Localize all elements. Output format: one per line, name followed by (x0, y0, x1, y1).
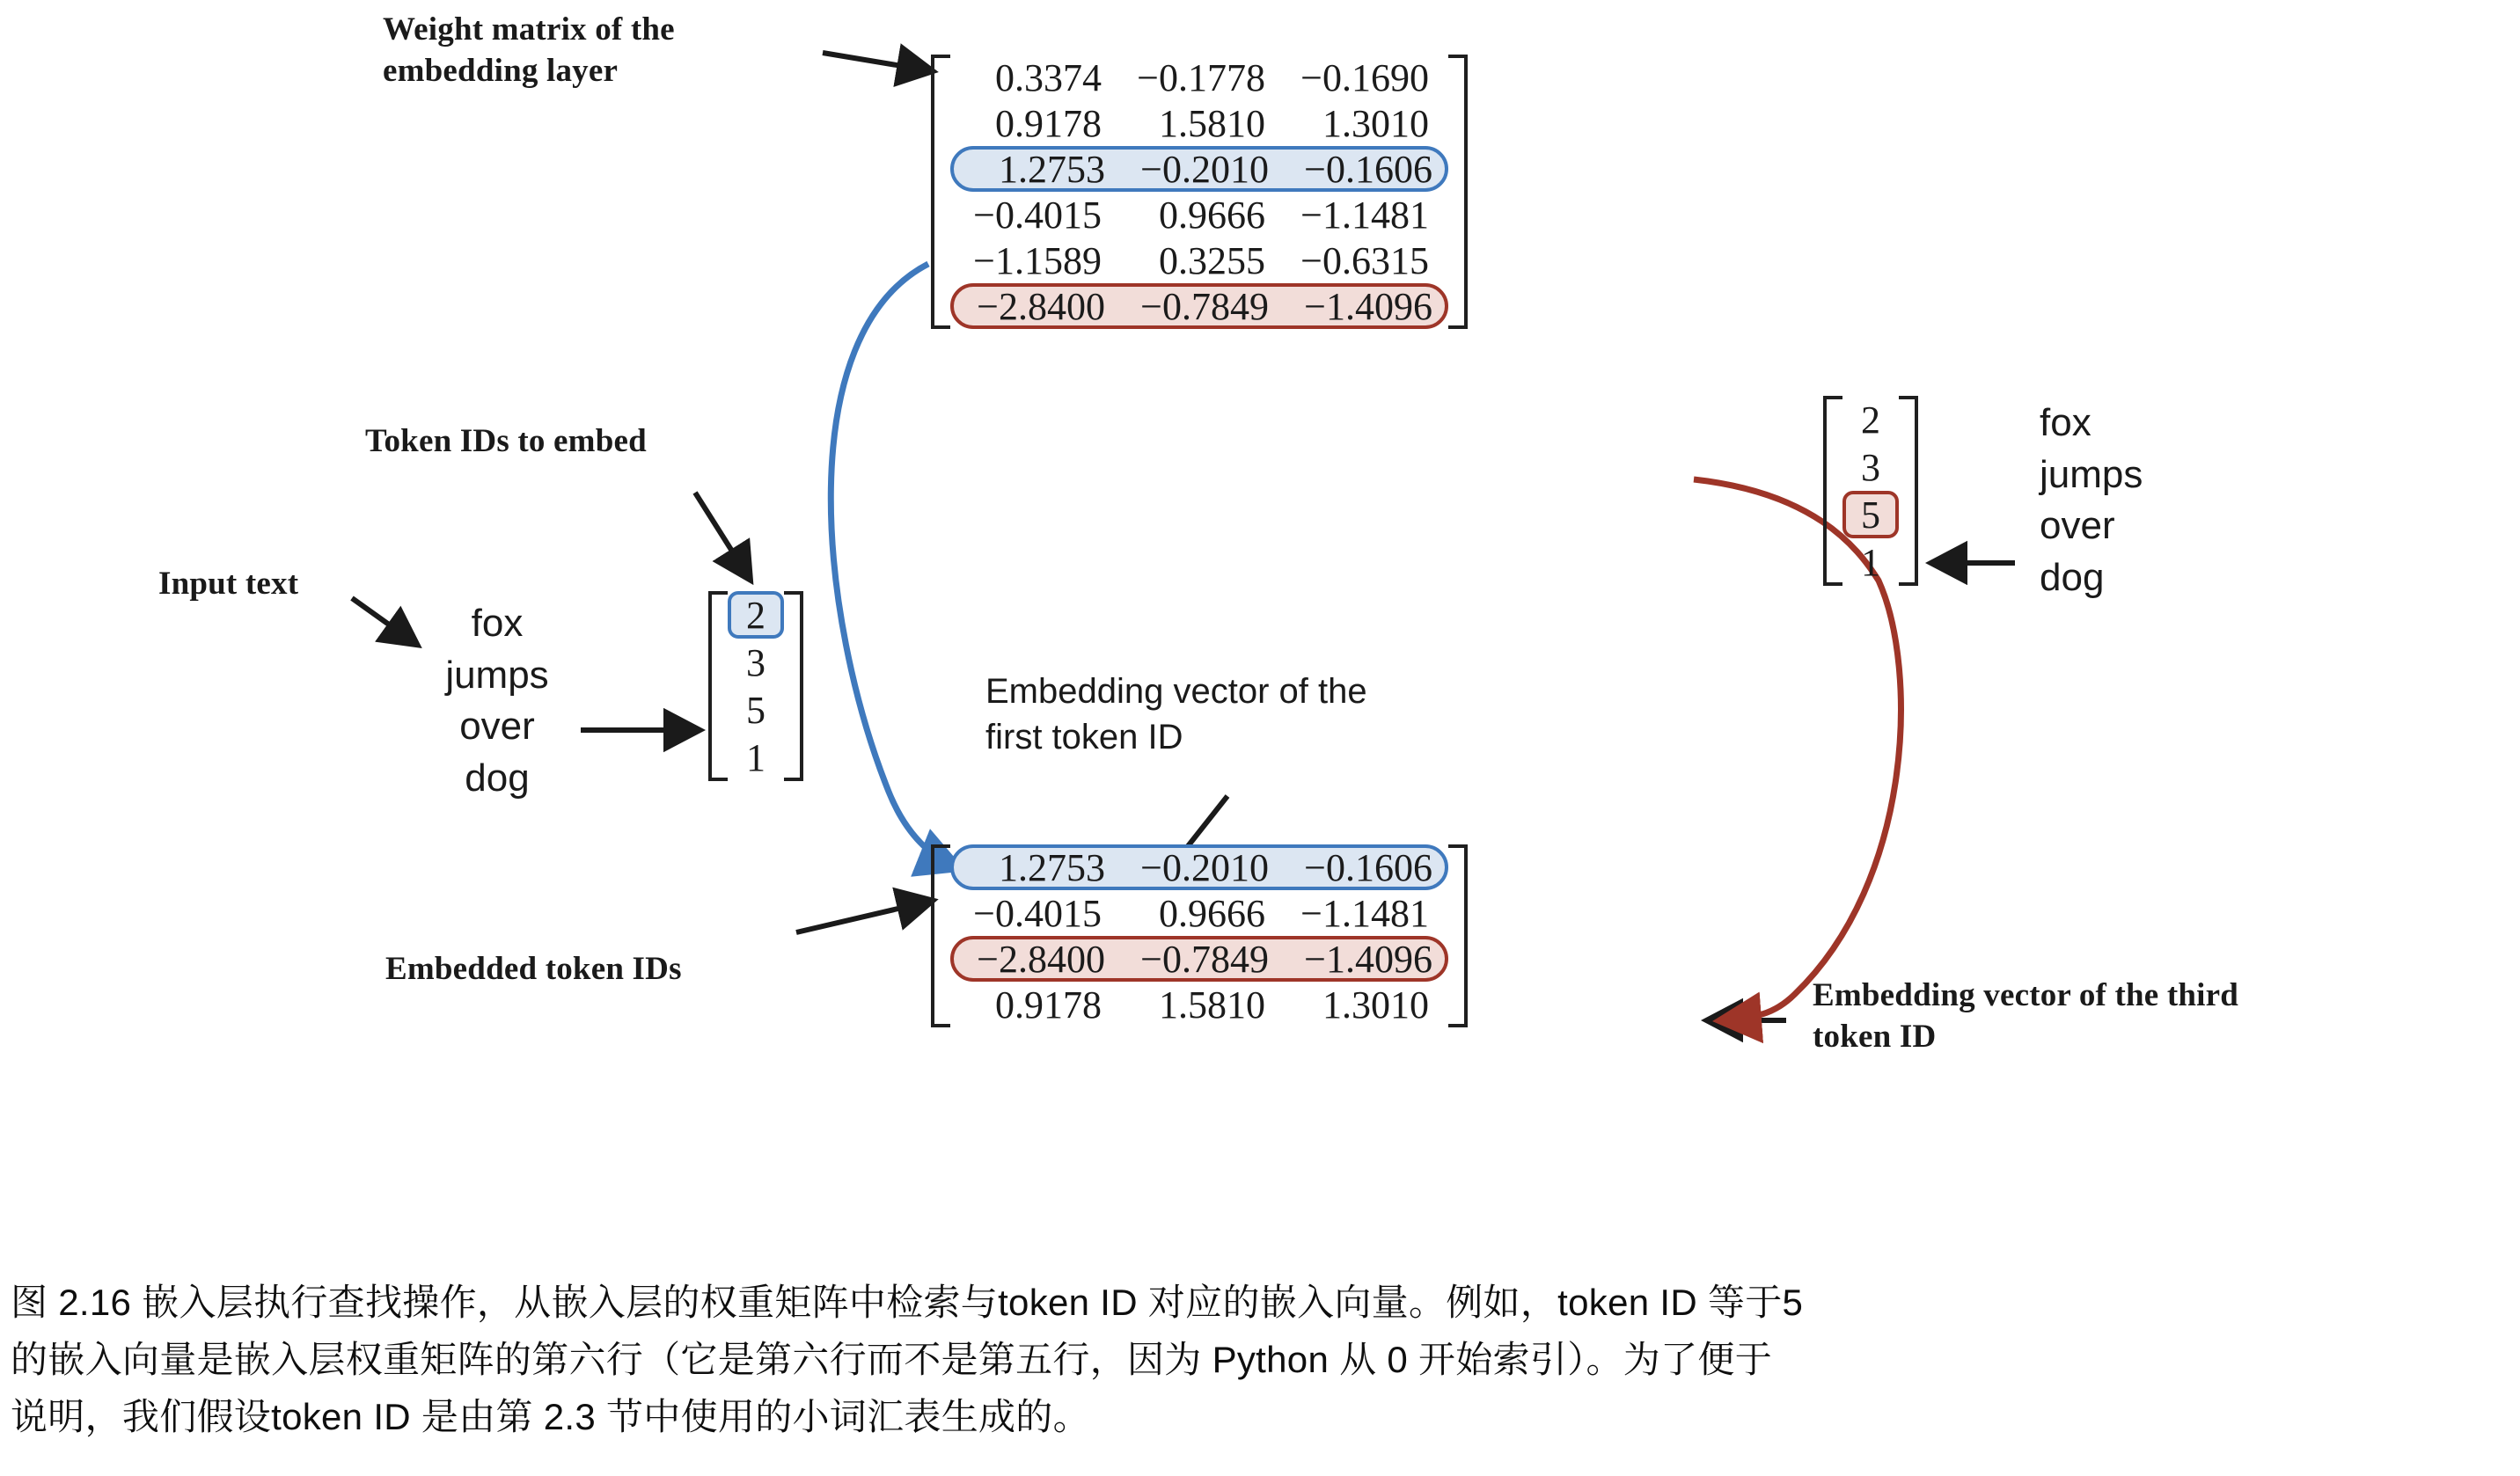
matrix-cell: 0.3374 (995, 55, 1102, 99)
embedded-matrix (931, 844, 1468, 1027)
bracket-right (1448, 55, 1468, 329)
embedding-vector-third-line2: token ID (1813, 1019, 1937, 1056)
matrix-cell: −2.8400 (977, 284, 1105, 328)
matrix-cell: −0.2010 (1140, 147, 1269, 191)
weight-matrix (931, 55, 1468, 329)
token-id-cell: 3 (746, 640, 766, 684)
bracket-right (784, 591, 803, 781)
bracket-right (1448, 844, 1468, 1027)
token-id-cell: 5 (746, 688, 766, 732)
table-row (1842, 538, 1899, 586)
matrix-cell: −0.2010 (1140, 845, 1269, 889)
table-row-highlight-red (950, 936, 1448, 982)
table-row-highlight-blue (950, 844, 1448, 890)
matrix-cell: −1.4096 (1304, 284, 1432, 328)
matrix-cell: −0.4015 (973, 193, 1102, 237)
matrix-cell: −0.1778 (1137, 55, 1265, 99)
matrix-cell: 1.2753 (999, 845, 1105, 889)
matrix-cell: −0.6315 (1300, 238, 1429, 282)
token-id-cell: 5 (1861, 493, 1880, 537)
matrix-cell: 0.9666 (1159, 891, 1265, 935)
input-text-label: Input text (158, 566, 299, 602)
weight-matrix-label (383, 9, 805, 92)
caption-line-2: 的嵌入向量是嵌入层权重矩阵的第六行（它是第六行而不是第五行，因为 Python 从 0 开始索引）。为了便于 (11, 1339, 1772, 1381)
table-row (728, 639, 784, 686)
matrix-cell: 0.9178 (995, 101, 1102, 145)
matrix-cell: −0.1606 (1304, 147, 1432, 191)
table-row-highlight-red (950, 283, 1448, 329)
token-ids-to-embed-label: Token IDs to embed (365, 423, 647, 459)
table-row (728, 591, 784, 639)
matrix-cell: 1.3010 (1322, 101, 1429, 145)
list-item: over (459, 705, 535, 749)
bracket-right (1899, 396, 1918, 586)
table-row (950, 100, 1448, 146)
embedding-vector-first-line1: Embedding vector of the (985, 672, 1367, 711)
embedding-vector-first-line2: first token ID (985, 718, 1183, 756)
weight-matrix-label-line1: Weight matrix of the (383, 11, 675, 47)
table-row (1842, 443, 1899, 491)
list-item: jumps (2040, 452, 2143, 496)
table-row (950, 982, 1448, 1027)
matrix-cell: −0.1606 (1304, 845, 1432, 889)
matrix-cell: 1.5810 (1159, 101, 1265, 145)
token-id-cell: 2 (1861, 398, 1880, 442)
bracket-left (931, 844, 950, 1027)
table-row (950, 237, 1448, 283)
matrix-cell: 0.9178 (995, 983, 1102, 1027)
matrix-cell: −0.1690 (1300, 55, 1429, 99)
caption-line-1: 图 2.16 嵌入层执行查找操作，从嵌入层的权重矩阵中检索与token ID 对应的嵌入向量。例如，token ID 等于5 (11, 1282, 1804, 1323)
table-row (950, 890, 1448, 936)
matrix-cell: −2.8400 (977, 937, 1105, 981)
list-item: fox (2040, 401, 2091, 444)
token-id-cell: 1 (746, 735, 766, 779)
right-words-list (2040, 398, 2268, 603)
input-words-list (405, 598, 590, 804)
bracket-left (708, 591, 728, 781)
weight-matrix-label-line2: embedding layer (383, 53, 619, 90)
token-id-cell: 2 (746, 593, 766, 637)
figure-caption (11, 1274, 2509, 1445)
arrow-embedded-token-ids-label (796, 902, 928, 932)
caption-line-3: 说明，我们假设token ID 是由第 2.3 节中使用的小词汇表生成的。 (11, 1396, 1090, 1438)
matrix-cell: −0.4015 (973, 891, 1102, 935)
table-row-highlight-red (1842, 491, 1899, 538)
table-row-highlight-blue (950, 146, 1448, 192)
list-item: dog (2040, 555, 2105, 599)
embedding-vector-first-label (985, 669, 1549, 760)
matrix-cell: −0.7849 (1140, 284, 1269, 328)
matrix-cell: 0.3255 (1159, 238, 1265, 282)
right-token-id-column (1823, 396, 1918, 586)
bracket-left (931, 55, 950, 329)
list-item: fox (471, 602, 524, 645)
input-token-id-column (708, 591, 803, 781)
list-item: jumps (445, 653, 549, 697)
arrow-weight-matrix-label (823, 53, 928, 70)
matrix-cell: −1.1481 (1300, 193, 1429, 237)
token-id-cell: 3 (1861, 445, 1880, 489)
list-item: over (2040, 504, 2115, 548)
table-row (728, 734, 784, 781)
matrix-cell: 0.9666 (1159, 193, 1265, 237)
embedding-vector-third-line1: Embedding vector of the third (1813, 977, 2239, 1013)
table-row (950, 55, 1448, 100)
table-row (950, 192, 1448, 237)
matrix-cell: 1.5810 (1159, 983, 1265, 1027)
curve-blue-lookup (831, 264, 955, 866)
embedding-vector-third-label (1813, 975, 2428, 1058)
matrix-cell: 1.3010 (1322, 983, 1429, 1027)
matrix-cell: 1.2753 (999, 147, 1105, 191)
embedded-token-ids-label: Embedded token IDs (385, 951, 682, 987)
matrix-cell: −0.7849 (1140, 937, 1269, 981)
matrix-cell: −1.4096 (1304, 937, 1432, 981)
table-row (728, 686, 784, 734)
bracket-left (1823, 396, 1842, 586)
table-row (1842, 396, 1899, 443)
list-item: dog (465, 756, 530, 800)
token-id-cell: 1 (1861, 540, 1880, 584)
matrix-cell: −1.1589 (973, 238, 1102, 282)
arrow-token-ids-to-embed (695, 493, 748, 576)
matrix-cell: −1.1481 (1300, 891, 1429, 935)
